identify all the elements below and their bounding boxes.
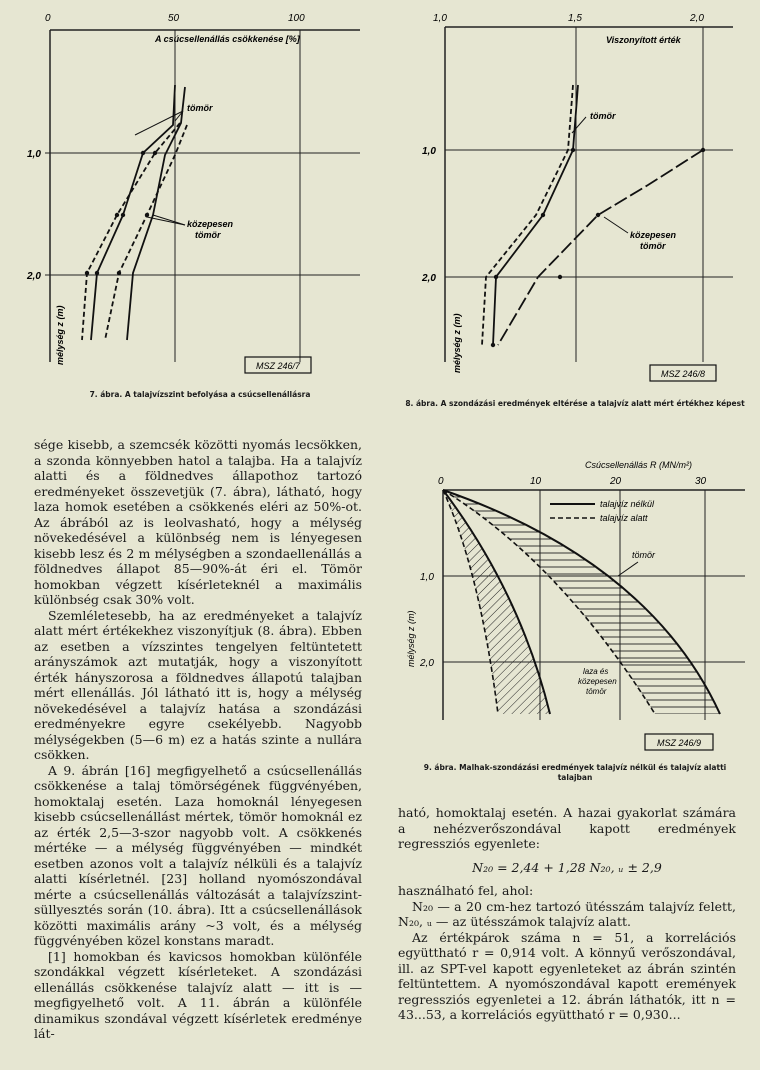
- fig9-legend-solid: talajvíz nélkül: [600, 499, 655, 509]
- regression-equation: N₂₀ = 2,44 + 1,28 N₂₀, ᵤ ± 2,9: [472, 859, 662, 875]
- figure-9: [400, 452, 750, 752]
- fig8-box: MSZ 246/8: [660, 369, 706, 379]
- fig9-tick-20: 20: [610, 476, 622, 487]
- left-paragraph-3: A 9. ábrán [16] megfigyelhető a csúcsellenállás csökkenése a talaj tömörségének függvényében, homoktalaj esetén. Laza homoknál lényegesen kisebb csúcsellenállást mértek, tömör homoknál ez az érték 2,5—3-szor nagyobb volt. A csökkenés mértéke — a mélység függvényében — mindkét esetben azonos volt a talajvíz nélküli és a talajvíz alatti kísérletnél. [23] holland nyomószondával mérte a csúcsellenállás változását a talajvízszint-süllyesztés során (10. ábra). Itt a csúcsellenállások közötti maximális arány ~3 volt, és a mélység függvényében közel konstans maradt.: [34, 762, 362, 948]
- fig8-tick-1: 1,0: [433, 13, 447, 24]
- fig7-ytick-1: 1,0: [27, 149, 41, 160]
- fig9-tick-0: 0: [438, 476, 444, 487]
- fig9-label-medium-3: tömör: [586, 687, 607, 696]
- fig7-y-title: mélység z (m): [55, 305, 65, 365]
- fig9-ytick-1: 1,0: [420, 572, 434, 583]
- left-paragraph-4: [1] homokban és kavicsos homokban különféle szondákkal végzett kísérleteket. A szondázási ellenállás csökkenése talajvíz alatt — itt is — megfigyelhető volt. A 11. ábrán a különféle dinamikus szondával végzett kísérletek eredménye lát-: [34, 948, 362, 1041]
- left-text-column: [34, 437, 362, 1042]
- fig7-x-title: A csúcsellenállás csökkenése [%]: [155, 34, 300, 44]
- left-paragraph-1: sége kisebb, a szemcsék közötti nyomás lecsökken, a szonda könnyebben hatol a talajba. Ha a talajvíz alatti és a földnedves állapothoz tartozó eredményeket összevetjük (7. ábra), látható, hogy laza homok esetében a csökkenés eléri az 50%-ot. Az ábrából az is leolvasható, hogy a mélység növekedésével a különbség nem is lényegesen kisebb lesz és 2 m mélységben a szondaellenállás a földnedves állapot 85—90%-át éri el. Tömör homokban végzett kísérleteknél a maximális különbség csak 30% volt.: [34, 437, 362, 607]
- fig9-label-medium-2: közepesen: [578, 677, 617, 686]
- fig7-label-dense: tömör: [187, 103, 213, 113]
- right-paragraph-1: ható, homoktalaj esetén. A hazai gyakorlat számára a nehézverőszondával kapott eredmények regressziós egyenlete:: [398, 805, 736, 851]
- fig7-caption: 7. ábra. A talajvízszint befolyása a csúcsellenállásra: [89, 390, 311, 399]
- figure-7: [27, 5, 365, 380]
- fig9-caption: 9. ábra. Malhak-szondázási eredmények talajvíz nélkül és talajvíz alatti talajban: [423, 763, 727, 782]
- fig9-tick-10: 10: [530, 476, 542, 487]
- fig8-tick-2: 2,0: [690, 13, 704, 24]
- fig9-ytick-2: 2,0: [420, 658, 434, 669]
- right-paragraph-2: használható fel, ahol:: [398, 883, 534, 898]
- fig8-ytick-2: 2,0: [422, 273, 436, 284]
- fig9-y-title: mélység z (m): [406, 610, 416, 667]
- fig9-label-medium-1: laza és: [583, 667, 609, 676]
- fig7-curves: [82, 85, 187, 340]
- left-paragraph-2: Szemléletesebb, ha az eredményeket a talajvíz alatt mért értékekhez viszonyítjuk (8. ábra). Ebben az esetben a vízszintes tengelyen feltüntetett arányszámok azt mutatják, hogy a viszonyított érték hányszorosa a földnedves állapotú talajban mért ellenállás. Jól látható itt is, hogy a mélység növekedésével a talajvíz hatása a szondázási eredményekre egyre csekélyebb. Nagyobb mélységekben (5—6 m) ez a hatás szinte a nullára csökken.: [34, 607, 362, 762]
- fig9-label-dense: tömör: [632, 550, 656, 560]
- fig8-label-medium-1: közepesen: [630, 230, 677, 240]
- figure-8: [418, 5, 748, 385]
- fig7-tick-100: 100: [288, 13, 305, 24]
- fig8-ytick-1: 1,0: [422, 146, 436, 157]
- fig8-tick-15: 1,5: [568, 13, 582, 24]
- fig7-ytick-2: 2,0: [27, 271, 41, 282]
- fig8-label-dense: tömör: [590, 111, 616, 121]
- fig8-y-title: mélység z (m): [452, 313, 462, 373]
- fig7-tick-50: 50: [168, 13, 180, 24]
- fig9-x-title: Csúcsellenállás R (MN/m²): [585, 460, 693, 470]
- fig7-box: MSZ 246/7: [255, 361, 301, 371]
- fig7-label-medium-1: közepesen: [187, 219, 234, 229]
- right-paragraph-4: Az értékpárok száma n = 51, a korrelációs együttható r = 0,914 volt. A könnyű verőszondával, ill. az SPT-vel kapott egyenleteket az ábrán szintén feltüntettem. A nyomószondával kapott eremények regressziós egyenletei a 12. ábrán láthatók, itt n = 43...53, a korrelációs együttható r = 0,930...: [398, 929, 736, 1022]
- fig9-box: MSZ 246/9: [656, 738, 702, 748]
- right-text-column: [398, 805, 736, 1023]
- fig8-label-medium-2: tömör: [640, 241, 666, 251]
- right-paragraph-3: N₂₀ — a 20 cm-hez tartozó ütésszám talajvíz felett, N₂₀, ᵤ — az ütésszámok talajvíz alatt.: [398, 898, 736, 929]
- fig8-caption: 8. ábra. A szondázási eredmények eltérése a talajvíz alatt mért értékhez képest: [405, 399, 745, 408]
- fig9-tick-30: 30: [695, 476, 707, 487]
- fig8-x-title: Viszonyított érték: [606, 35, 681, 45]
- fig7-tick-0: 0: [45, 13, 51, 24]
- fig9-legend-dashed: talajvíz alatt: [600, 513, 648, 523]
- fig7-label-medium-2: tömör: [195, 230, 221, 240]
